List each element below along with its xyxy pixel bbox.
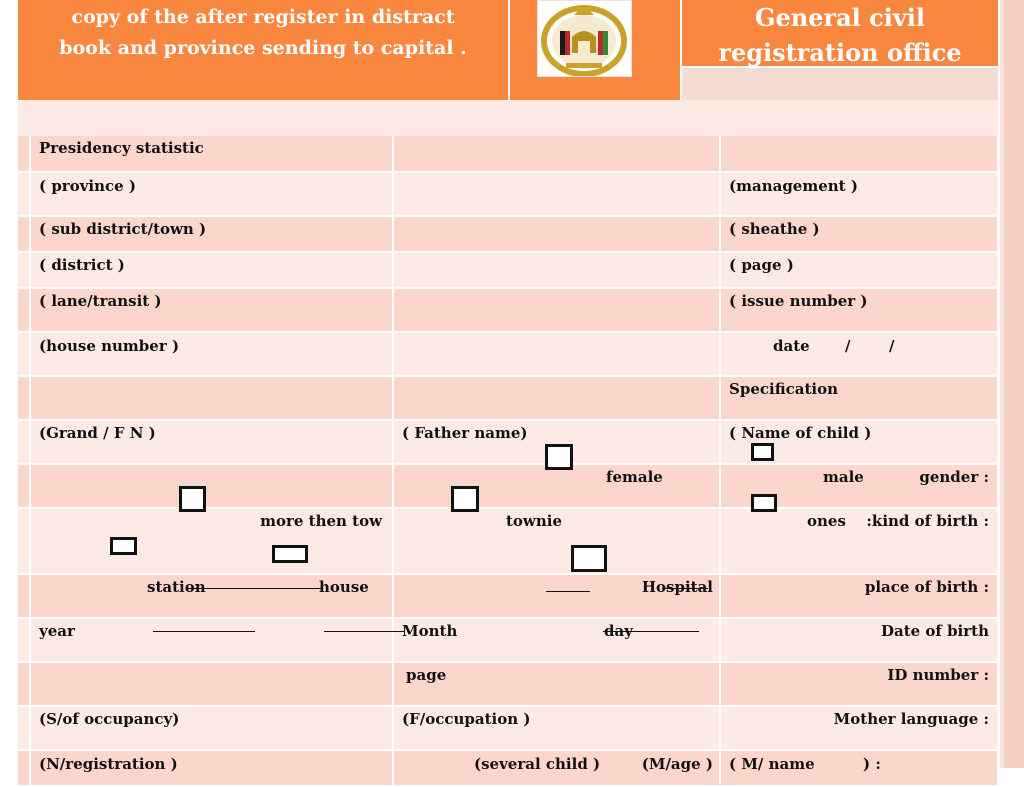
n-registration-label: (N/registration ) [39, 755, 178, 773]
table-row [18, 172, 998, 216]
table-row [18, 136, 998, 172]
mother-name-label: ( M/ name [729, 755, 815, 773]
table-row [18, 216, 998, 252]
table-row [18, 332, 998, 376]
table-row [18, 420, 998, 464]
several-child-label: (several child ) [474, 755, 601, 773]
date-separator-2: / [889, 337, 895, 355]
townie-checkbox[interactable] [451, 486, 479, 512]
subdistrict-value-cell[interactable] [393, 216, 720, 252]
day-line[interactable] [603, 631, 699, 632]
station-house-line [186, 588, 322, 589]
male-checkbox[interactable] [751, 443, 774, 461]
year-line[interactable] [153, 631, 255, 632]
grand-father-name-label: (Grand / F N ) [39, 424, 156, 442]
table-row [18, 508, 998, 574]
hospital-checkbox[interactable] [571, 545, 607, 572]
district-value-cell[interactable] [393, 252, 720, 288]
page-label-2: page [406, 666, 447, 684]
month-label: Month [402, 622, 458, 640]
male-label: male [823, 468, 864, 486]
province-value-cell[interactable] [393, 172, 720, 216]
date-label: date [773, 337, 810, 355]
father-name-label: ( Father name) [402, 424, 528, 442]
header-right-subband [682, 68, 998, 100]
f-occupation-label: (F/occupation ) [402, 710, 531, 728]
table-row [18, 376, 998, 420]
header-right-title [682, 0, 998, 70]
ones-label: ones [807, 512, 846, 530]
header-right-title-line2: registration office [718, 38, 962, 67]
female-checkbox[interactable] [545, 444, 573, 470]
child-name-label: ( Name of child ) [729, 424, 872, 442]
table-row [18, 662, 998, 706]
management-label: (management ) [729, 177, 858, 195]
table-row [18, 574, 998, 618]
province-label: ( province ) [39, 177, 137, 195]
lane-label: ( lane/transit ) [39, 292, 162, 310]
hospital-label: Hospital [641, 578, 713, 596]
table-row [18, 288, 998, 332]
month-line[interactable] [324, 631, 404, 632]
mother-name-end: ) : [863, 755, 881, 773]
page-edge-strip [1004, 0, 1024, 768]
header-spacer-band [18, 100, 998, 136]
hospital-line [546, 591, 590, 592]
table-row [18, 618, 998, 662]
more-than-two-checkbox[interactable] [179, 486, 206, 512]
s-occupancy-label: (S/of occupancy) [39, 710, 180, 728]
kind-of-birth-label: :kind of birth : [866, 512, 989, 530]
female-label: female [606, 468, 663, 486]
date-separator-1: / [845, 337, 851, 355]
header-left-title [28, 2, 498, 64]
date-of-birth-label: Date of birth [880, 622, 989, 640]
header-right-panel [682, 0, 998, 66]
presidency-label: Presidency statistic [39, 139, 204, 157]
id-number-label: ID number : [887, 666, 989, 684]
mother-language-label: Mother language : [833, 710, 989, 728]
header-left-panel [18, 0, 508, 100]
more-than-two-label: more then tow [260, 512, 382, 530]
header-right-title-line1: General civil [754, 3, 926, 32]
issue-number-label: ( issue number ) [729, 292, 868, 310]
header-left-title-line2: book and province sending to capital . [59, 37, 467, 59]
table-row [18, 706, 998, 750]
specification-label: Specification [729, 380, 838, 398]
ones-checkbox[interactable] [751, 494, 777, 512]
townie-label: townie [506, 512, 562, 530]
gender-label: gender : [919, 468, 989, 486]
mother-age-label: (M/age ) [641, 755, 713, 773]
station-checkbox[interactable] [110, 537, 137, 555]
table-row [18, 464, 998, 508]
hospital-underline [662, 588, 708, 589]
house-checkbox[interactable] [272, 545, 308, 563]
station-label: station [147, 578, 206, 596]
lane-value-cell[interactable] [393, 288, 720, 332]
table-row [18, 252, 998, 288]
house-number-value-cell[interactable] [393, 332, 720, 376]
registration-form-table [18, 136, 999, 787]
table-row [18, 750, 998, 786]
place-of-birth-label: place of birth : [864, 578, 989, 596]
subdistrict-label: ( sub district/town ) [39, 220, 207, 238]
sheathe-label: ( sheathe ) [729, 220, 820, 238]
afghanistan-emblem-icon [537, 0, 632, 77]
house-label: house [319, 578, 369, 596]
header-left-title-line1: copy of the after register in distract [71, 6, 455, 28]
district-label: ( district ) [39, 256, 125, 274]
house-number-label: (house number ) [39, 337, 180, 355]
year-label: year [39, 622, 75, 640]
page-label: ( page ) [729, 256, 794, 274]
day-label: day [604, 622, 633, 640]
